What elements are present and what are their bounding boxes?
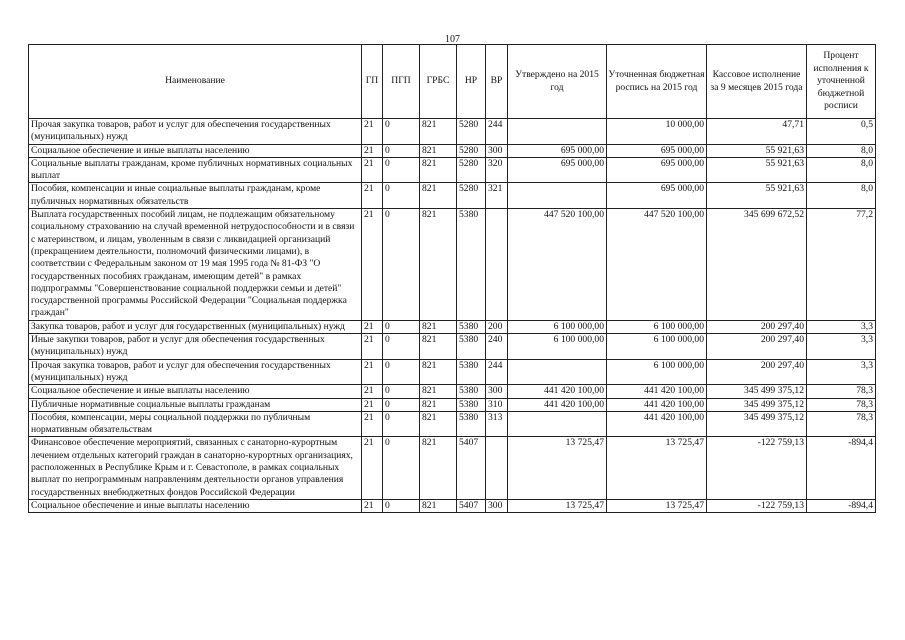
cell-gp: 21: [362, 119, 383, 145]
cell-percent: 3,3: [807, 320, 876, 333]
header-cash: Кассовое исполнение за 9 месяцев 2015 года: [707, 45, 807, 119]
table-row: [29, 183, 876, 209]
header-percent: Процент исполнения к уточненной бюджетной росписи: [807, 45, 876, 119]
cell-pgp: 0: [383, 157, 420, 183]
cell-approved: 695 000,00: [508, 157, 607, 183]
table-row: [29, 334, 876, 360]
cell-pgp: 0: [383, 334, 420, 360]
cell-grbs: 821: [420, 320, 457, 333]
cell-approved: [508, 119, 607, 145]
cell-vr: 240: [486, 334, 508, 360]
cell-cash: 345 499 375,12: [707, 385, 807, 398]
cell-percent: 8,0: [807, 144, 876, 157]
cell-gp: 21: [362, 157, 383, 183]
cell-refined: 6 100 000,00: [607, 320, 707, 333]
cell-gp: 21: [362, 437, 383, 499]
cell-grbs: 821: [420, 119, 457, 145]
cell-name: Социальное обеспечение и иные выплаты населению: [29, 144, 362, 157]
cell-approved: [508, 183, 607, 209]
cell-approved: 695 000,00: [508, 144, 607, 157]
header-grbs: ГРБС: [420, 45, 457, 119]
cell-percent: 78,3: [807, 411, 876, 437]
cell-vr: [486, 209, 508, 321]
cell-grbs: 821: [420, 209, 457, 321]
cell-nr: 5280: [457, 183, 486, 209]
cell-pgp: 0: [383, 398, 420, 411]
table-row: [29, 119, 876, 145]
cell-vr: 321: [486, 183, 508, 209]
cell-approved: [508, 411, 607, 437]
cell-grbs: 821: [420, 183, 457, 209]
cell-cash: 55 921,63: [707, 144, 807, 157]
cell-vr: 300: [486, 499, 508, 512]
cell-percent: 78,3: [807, 385, 876, 398]
cell-percent: 8,0: [807, 157, 876, 183]
cell-pgp: 0: [383, 359, 420, 385]
cell-nr: 5280: [457, 157, 486, 183]
cell-vr: [486, 437, 508, 499]
cell-vr: 244: [486, 119, 508, 145]
cell-refined: 441 420 100,00: [607, 411, 707, 437]
cell-vr: 313: [486, 411, 508, 437]
cell-approved: 13 725,47: [508, 437, 607, 499]
cell-nr: 5380: [457, 320, 486, 333]
cell-percent: -894,4: [807, 499, 876, 512]
cell-name: Социальное обеспечение и иные выплаты населению: [29, 499, 362, 512]
table-row: [29, 157, 876, 183]
cell-grbs: 821: [420, 411, 457, 437]
cell-name: Выплата государственных пособий лицам, не подлежащим обязательному социальному страхованию на случай временной нетрудоспособности и в связи с материнством, и лицам, уволенным в связи с ликвидацией организаций (прекращением деятельности, полномочий физическими лицами), в соответствии с Федеральным законом от 19 мая 1995 года № 81-ФЗ "О государственных пособиях гражданам, имеющим детей" в рамках подпрограммы "Совершенствование социальной поддержки семьи и детей" государственной программы Российской Федерации "Социальная поддержка граждан": [29, 209, 362, 321]
cell-refined: 10 000,00: [607, 119, 707, 145]
cell-gp: 21: [362, 320, 383, 333]
cell-cash: 47,71: [707, 119, 807, 145]
header-gp: ГП: [362, 45, 383, 119]
table-row: [29, 398, 876, 411]
cell-gp: 21: [362, 411, 383, 437]
cell-pgp: 0: [383, 119, 420, 145]
header-refined: Уточненная бюджетная роспись на 2015 год: [607, 45, 707, 119]
cell-vr: 300: [486, 144, 508, 157]
table-row: [29, 385, 876, 398]
cell-percent: 3,3: [807, 359, 876, 385]
cell-nr: 5380: [457, 334, 486, 360]
cell-grbs: 821: [420, 359, 457, 385]
cell-grbs: 821: [420, 499, 457, 512]
cell-grbs: 821: [420, 398, 457, 411]
cell-approved: 6 100 000,00: [508, 334, 607, 360]
cell-name: Социальные выплаты гражданам, кроме публичных нормативных социальных выплат: [29, 157, 362, 183]
header-vr: ВР: [486, 45, 508, 119]
cell-refined: 441 420 100,00: [607, 398, 707, 411]
cell-nr: 5280: [457, 119, 486, 145]
cell-grbs: 821: [420, 144, 457, 157]
cell-nr: 5380: [457, 398, 486, 411]
cell-pgp: 0: [383, 411, 420, 437]
cell-nr: 5407: [457, 499, 486, 512]
cell-gp: 21: [362, 398, 383, 411]
cell-gp: 21: [362, 359, 383, 385]
budget-table: [28, 44, 876, 513]
cell-cash: 200 297,40: [707, 334, 807, 360]
cell-name: Публичные нормативные социальные выплаты гражданам: [29, 398, 362, 411]
cell-approved: 441 420 100,00: [508, 398, 607, 411]
cell-approved: 447 520 100,00: [508, 209, 607, 321]
cell-cash: 345 699 672,52: [707, 209, 807, 321]
cell-vr: 244: [486, 359, 508, 385]
cell-percent: -894,4: [807, 437, 876, 499]
cell-cash: -122 759,13: [707, 437, 807, 499]
cell-nr: 5280: [457, 144, 486, 157]
cell-refined: 6 100 000,00: [607, 334, 707, 360]
table-row: [29, 209, 876, 321]
cell-cash: -122 759,13: [707, 499, 807, 512]
cell-approved: 441 420 100,00: [508, 385, 607, 398]
cell-gp: 21: [362, 183, 383, 209]
table-row: [29, 411, 876, 437]
header-pgp: ПГП: [383, 45, 420, 119]
cell-refined: 695 000,00: [607, 144, 707, 157]
cell-refined: 6 100 000,00: [607, 359, 707, 385]
cell-percent: 8,0: [807, 183, 876, 209]
cell-cash: 200 297,40: [707, 320, 807, 333]
cell-name: Пособия, компенсации и иные социальные выплаты гражданам, кроме публичных нормативных обязательств: [29, 183, 362, 209]
cell-grbs: 821: [420, 157, 457, 183]
cell-pgp: 0: [383, 499, 420, 512]
cell-name: Финансовое обеспечение мероприятий, связанных с санаторно-курортным лечением отдельных категорий граждан в санаторно-курортных организациях, расположенных в Республике Крым и г. Севастополе, в рамках социальных выплат по непрограммным направлениям деятельности органов управления государственных внебюджетных фондов Российской Федерации: [29, 437, 362, 499]
cell-nr: 5380: [457, 209, 486, 321]
cell-pgp: 0: [383, 183, 420, 209]
cell-pgp: 0: [383, 320, 420, 333]
cell-approved: 13 725,47: [508, 499, 607, 512]
cell-refined: 695 000,00: [607, 157, 707, 183]
cell-percent: 77,2: [807, 209, 876, 321]
cell-cash: 345 499 375,12: [707, 411, 807, 437]
cell-grbs: 821: [420, 334, 457, 360]
cell-vr: 300: [486, 385, 508, 398]
header-row: [29, 45, 876, 119]
cell-nr: 5407: [457, 437, 486, 499]
cell-refined: 695 000,00: [607, 183, 707, 209]
cell-cash: 55 921,63: [707, 183, 807, 209]
cell-name: Иные закупки товаров, работ и услуг для обеспечения государственных (муниципальных) нужд: [29, 334, 362, 360]
cell-approved: 6 100 000,00: [508, 320, 607, 333]
cell-name: Прочая закупка товаров, работ и услуг для обеспечения государственных (муниципальных) нужд: [29, 359, 362, 385]
cell-pgp: 0: [383, 437, 420, 499]
cell-vr: 200: [486, 320, 508, 333]
cell-percent: 78,3: [807, 398, 876, 411]
cell-nr: 5380: [457, 411, 486, 437]
cell-cash: 345 499 375,12: [707, 398, 807, 411]
cell-approved: [508, 359, 607, 385]
cell-grbs: 821: [420, 385, 457, 398]
cell-name: Закупка товаров, работ и услуг для государственных (муниципальных) нужд: [29, 320, 362, 333]
cell-percent: 0,5: [807, 119, 876, 145]
cell-refined: 13 725,47: [607, 499, 707, 512]
page-number: 107: [445, 34, 460, 45]
cell-cash: 200 297,40: [707, 359, 807, 385]
table-row: [29, 359, 876, 385]
cell-refined: 441 420 100,00: [607, 385, 707, 398]
cell-name: Пособия, компенсации, меры социальной поддержки по публичным нормативным обязательствам: [29, 411, 362, 437]
cell-refined: 13 725,47: [607, 437, 707, 499]
cell-nr: 5380: [457, 359, 486, 385]
cell-vr: 310: [486, 398, 508, 411]
cell-pgp: 0: [383, 144, 420, 157]
cell-gp: 21: [362, 209, 383, 321]
cell-vr: 320: [486, 157, 508, 183]
header-approved: Утверждено на 2015 год: [508, 45, 607, 119]
cell-pgp: 0: [383, 209, 420, 321]
table-row: [29, 499, 876, 512]
cell-gp: 21: [362, 385, 383, 398]
cell-nr: 5380: [457, 385, 486, 398]
cell-pgp: 0: [383, 385, 420, 398]
table-row: [29, 144, 876, 157]
table-row: [29, 320, 876, 333]
cell-grbs: 821: [420, 437, 457, 499]
table-row: [29, 437, 876, 499]
cell-gp: 21: [362, 499, 383, 512]
cell-name: Прочая закупка товаров, работ и услуг для обеспечения государственных (муниципальных) нужд: [29, 119, 362, 145]
cell-refined: 447 520 100,00: [607, 209, 707, 321]
cell-cash: 55 921,63: [707, 157, 807, 183]
cell-name: Социальное обеспечение и иные выплаты населению: [29, 385, 362, 398]
cell-gp: 21: [362, 144, 383, 157]
cell-gp: 21: [362, 334, 383, 360]
header-nr: НР: [457, 45, 486, 119]
header-name: Наименование: [29, 45, 362, 119]
cell-percent: 3,3: [807, 334, 876, 360]
